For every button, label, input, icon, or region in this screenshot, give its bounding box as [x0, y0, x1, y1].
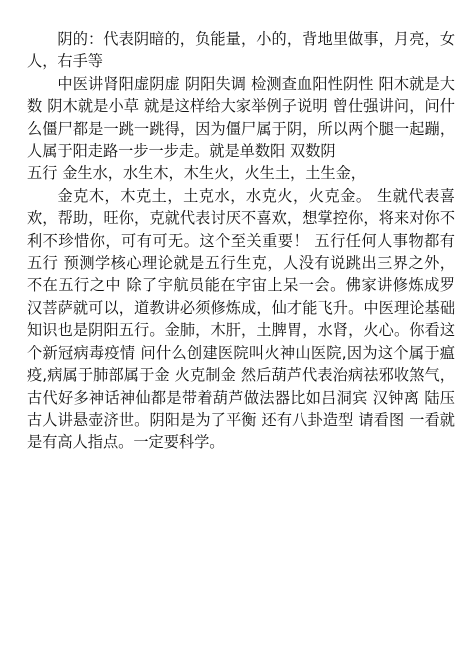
paragraph-yin-definition: 阴的：代表阴暗的，负能量，小的，背地里做事，月亮，女人，右手等	[27, 30, 455, 71]
document-body	[27, 28, 455, 454]
paragraph-tcm-yin-yang: 中医讲肾阳虚阴虚 阴阳失调 检测查血阳性阴性 阳木就是大数 阴木就是小草 就是这样给大家举例子说明 曾仕强讲问，问什么僵尸都是一跳一跳得，因为僵尸属于阴，所以两个腿一起蹦，人属于阳走路一步一步走。就是单数阳 双数阴	[27, 74, 455, 161]
paragraph-five-elements-overcoming: 金克木，木克土，土克水，水克火，火克金。 生就代表喜欢，帮助，旺你，克就代表讨厌不喜欢，想掌控你，将来对你不利不珍惜你，可有可无。这个至关重要！ 五行任何人事物都有五行 预测学核心理论就是五行生克，人没有说跳出三界之外，不在五行之中 除了宇航员能在宇宙上呆一会。佛家讲修炼成罗汉菩萨就可以，道教讲必须修炼成，仙才能飞升。中医理论基础知识也是阴阳五行。金肺，木肝，土脾胃，水肾，火心。你看这个新冠病毒疫情 问什么创建医院叫火神山医院,因为这个属于瘟疫,病属于肺部属于金 火克制金 然后葫芦代表治病祛邪收煞气，古代好多神话神仙都是带着葫芦做法器比如吕洞宾 汉钟离 陆压 古人讲悬壶济世。阴阳是为了平衡 还有八卦造型 请看图 一看就是有高人指点。一定要科学。	[27, 186, 455, 452]
paragraph-five-elements-generating: 五行 金生水，水生木，木生火，火生土，土生金，	[27, 164, 366, 183]
